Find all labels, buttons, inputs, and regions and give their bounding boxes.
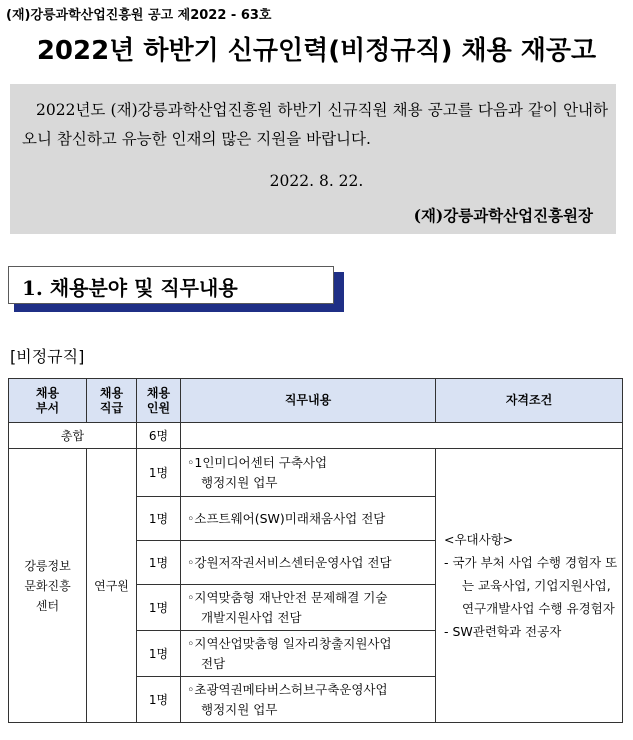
recruit-table: [8, 378, 623, 723]
duty-line: 행정지원 업무: [201, 701, 278, 717]
intro-body: 2022년도 (재)강릉과학산업진흥원 하반기 신규직원 채용 공고를 다음과 같이 안내하오니 참신하고 유능한 인재의 많은 지원을 바랍니다.: [22, 101, 608, 148]
header-rank-line: 채용: [99, 385, 124, 400]
header-count: [137, 379, 181, 423]
header-dept-line: 부서: [35, 400, 60, 415]
dept-cell: [9, 449, 87, 723]
section-title: 1. 채용분야 및 직무내용: [22, 276, 238, 300]
duty-line: 전담: [201, 655, 226, 671]
duty-line: 행정지원 업무: [201, 474, 278, 490]
header-count-line: 인원: [146, 400, 171, 415]
duty-line: ◦지역산업맞춤형 일자리창출지원사업: [187, 635, 392, 651]
header-row: [9, 379, 623, 423]
dept-line: 문화진흥: [24, 578, 71, 593]
intro-date: 2022. 8. 22.: [269, 172, 364, 190]
count-cell: 1명: [137, 497, 181, 541]
qual-heading: <우대사항>: [444, 532, 514, 547]
total-count: 6명: [137, 423, 181, 449]
qual-item: - SW관련학과 전공자: [444, 624, 562, 639]
page-title: 2022년 하반기 신규인력(비정규직) 채용 재공고: [36, 36, 597, 66]
rank-cell: 연구원: [87, 449, 137, 723]
count-cell: 1명: [137, 585, 181, 631]
total-label: 총합: [9, 423, 137, 449]
header-dept: [9, 379, 87, 423]
total-row: [9, 423, 623, 449]
duty-cell: [181, 541, 436, 585]
duty-line: ◦1인미디어센터 구축사업: [187, 454, 328, 470]
intro-org: (재)강릉과학산업진흥원장: [413, 206, 593, 225]
header-qual: 자격조건: [436, 379, 623, 423]
count-cell: 1명: [137, 677, 181, 723]
header-duty: 직무내용: [181, 379, 436, 423]
total-empty: [181, 423, 623, 449]
table-row: [9, 449, 623, 497]
count-cell: 1명: [137, 631, 181, 677]
header-dept-line: 채용: [35, 385, 60, 400]
duty-cell: [181, 497, 436, 541]
count-cell: 1명: [137, 541, 181, 585]
dept-line: 센터: [35, 598, 60, 613]
header-rank-line: 직급: [99, 400, 124, 415]
duty-cell: [181, 677, 436, 723]
count-cell: 1명: [137, 449, 181, 497]
header-rank: [87, 379, 137, 423]
duty-line: 개발지원사업 전담: [201, 609, 302, 625]
duty-line: ◦강원저작권서비스센터운영사업 전담: [187, 554, 392, 570]
duty-cell: [181, 449, 436, 497]
notice-number: (재)강릉과학산업진흥원 공고 제2022 - 63호: [6, 8, 272, 23]
duty-line: ◦지역맞춤형 재난안전 문제해결 기술: [187, 589, 388, 605]
qual-item: - 국가 부처 사업 수행 경험자 또는 교육사업, 기업지원사업, 연구개발사업 수행 유경험자: [444, 555, 618, 616]
dept-line: 강릉정보: [24, 558, 71, 573]
duty-line: ◦소프트웨어(SW)미래채움사업 전담: [187, 510, 386, 526]
qualification-cell: [436, 449, 623, 723]
header-count-line: 채용: [146, 385, 171, 400]
duty-line: ◦초광역권메타버스허브구축운영사업: [187, 681, 388, 697]
duty-cell: [181, 631, 436, 677]
category-label: [비정규직]: [10, 347, 85, 366]
duty-cell: [181, 585, 436, 631]
